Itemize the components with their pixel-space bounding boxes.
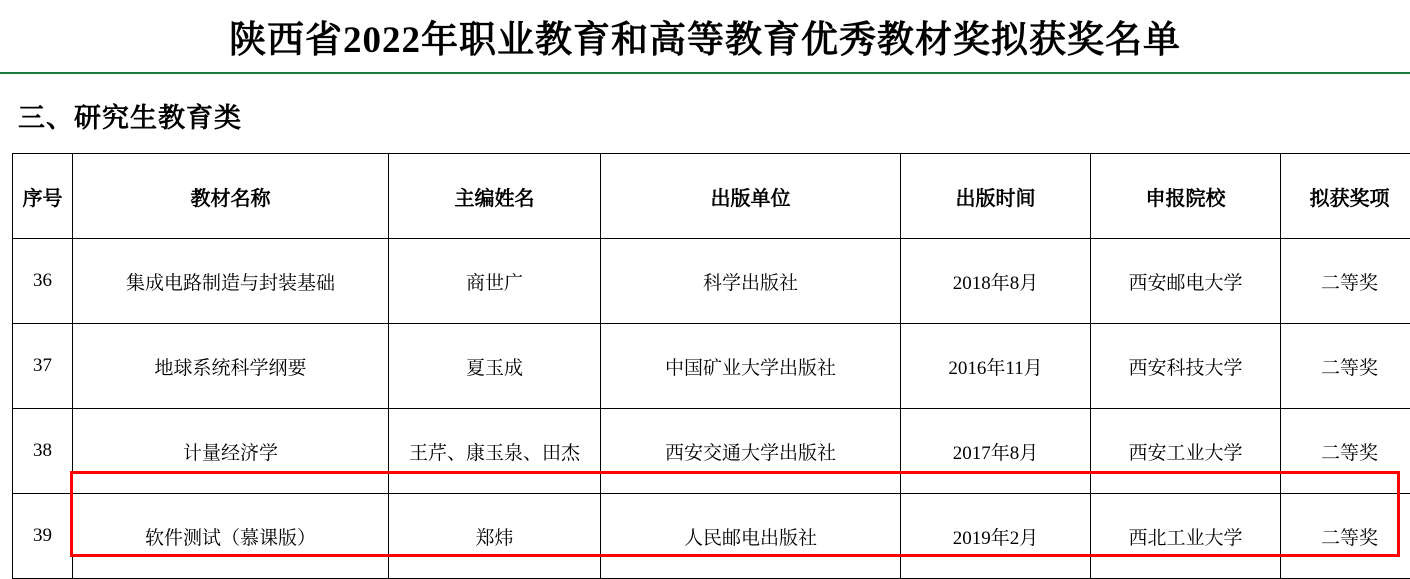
document-body xyxy=(0,74,1410,579)
cell-date: 2016年11月 xyxy=(901,324,1091,409)
cell-school: 西安科技大学 xyxy=(1091,324,1281,409)
cell-name: 计量经济学 xyxy=(73,409,389,494)
cell-no: 38 xyxy=(13,409,73,494)
cell-editor: 郑炜 xyxy=(389,494,601,579)
cell-school: 西安邮电大学 xyxy=(1091,239,1281,324)
table-row-highlighted xyxy=(13,494,1410,579)
cell-publisher: 科学出版社 xyxy=(601,239,901,324)
table-header-row xyxy=(13,154,1410,239)
cell-publisher: 人民邮电出版社 xyxy=(601,494,901,579)
page-title: 陕西省2022年职业教育和高等教育优秀教材奖拟获奖名单 xyxy=(229,9,1181,63)
cell-editor: 夏玉成 xyxy=(389,324,601,409)
cell-date: 2019年2月 xyxy=(901,494,1091,579)
title-bar xyxy=(0,0,1410,74)
cell-editor: 商世广 xyxy=(389,239,601,324)
cell-school: 西北工业大学 xyxy=(1091,494,1281,579)
table-row xyxy=(13,324,1410,409)
cell-no: 39 xyxy=(13,494,73,579)
column-header-publisher: 出版单位 xyxy=(601,154,901,239)
cell-award: 二等奖 xyxy=(1281,239,1410,324)
cell-name: 集成电路制造与封装基础 xyxy=(73,239,389,324)
column-header-school: 申报院校 xyxy=(1091,154,1281,239)
cell-no: 37 xyxy=(13,324,73,409)
table-row xyxy=(13,239,1410,324)
column-header-date: 出版时间 xyxy=(901,154,1091,239)
column-header-award: 拟获奖项 xyxy=(1281,154,1410,239)
cell-award: 二等奖 xyxy=(1281,494,1410,579)
cell-award: 二等奖 xyxy=(1281,409,1410,494)
cell-publisher: 中国矿业大学出版社 xyxy=(601,324,901,409)
cell-date: 2018年8月 xyxy=(901,239,1091,324)
table-body xyxy=(13,239,1410,579)
column-header-editor: 主编姓名 xyxy=(389,154,601,239)
cell-school: 西安工业大学 xyxy=(1091,409,1281,494)
cell-name: 软件测试（慕课版） xyxy=(73,494,389,579)
cell-name: 地球系统科学纲要 xyxy=(73,324,389,409)
column-header-name: 教材名称 xyxy=(73,154,389,239)
table-header xyxy=(13,154,1410,239)
cell-editor: 王芹、康玉泉、田杰 xyxy=(389,409,601,494)
column-header-no: 序号 xyxy=(13,154,73,239)
cell-publisher: 西安交通大学出版社 xyxy=(601,409,901,494)
cell-award: 二等奖 xyxy=(1281,324,1410,409)
cell-no: 36 xyxy=(13,239,73,324)
award-list-table xyxy=(12,153,1410,579)
table-row xyxy=(13,409,1410,494)
cell-date: 2017年8月 xyxy=(901,409,1091,494)
section-heading: 三、研究生教育类 xyxy=(12,74,1398,153)
